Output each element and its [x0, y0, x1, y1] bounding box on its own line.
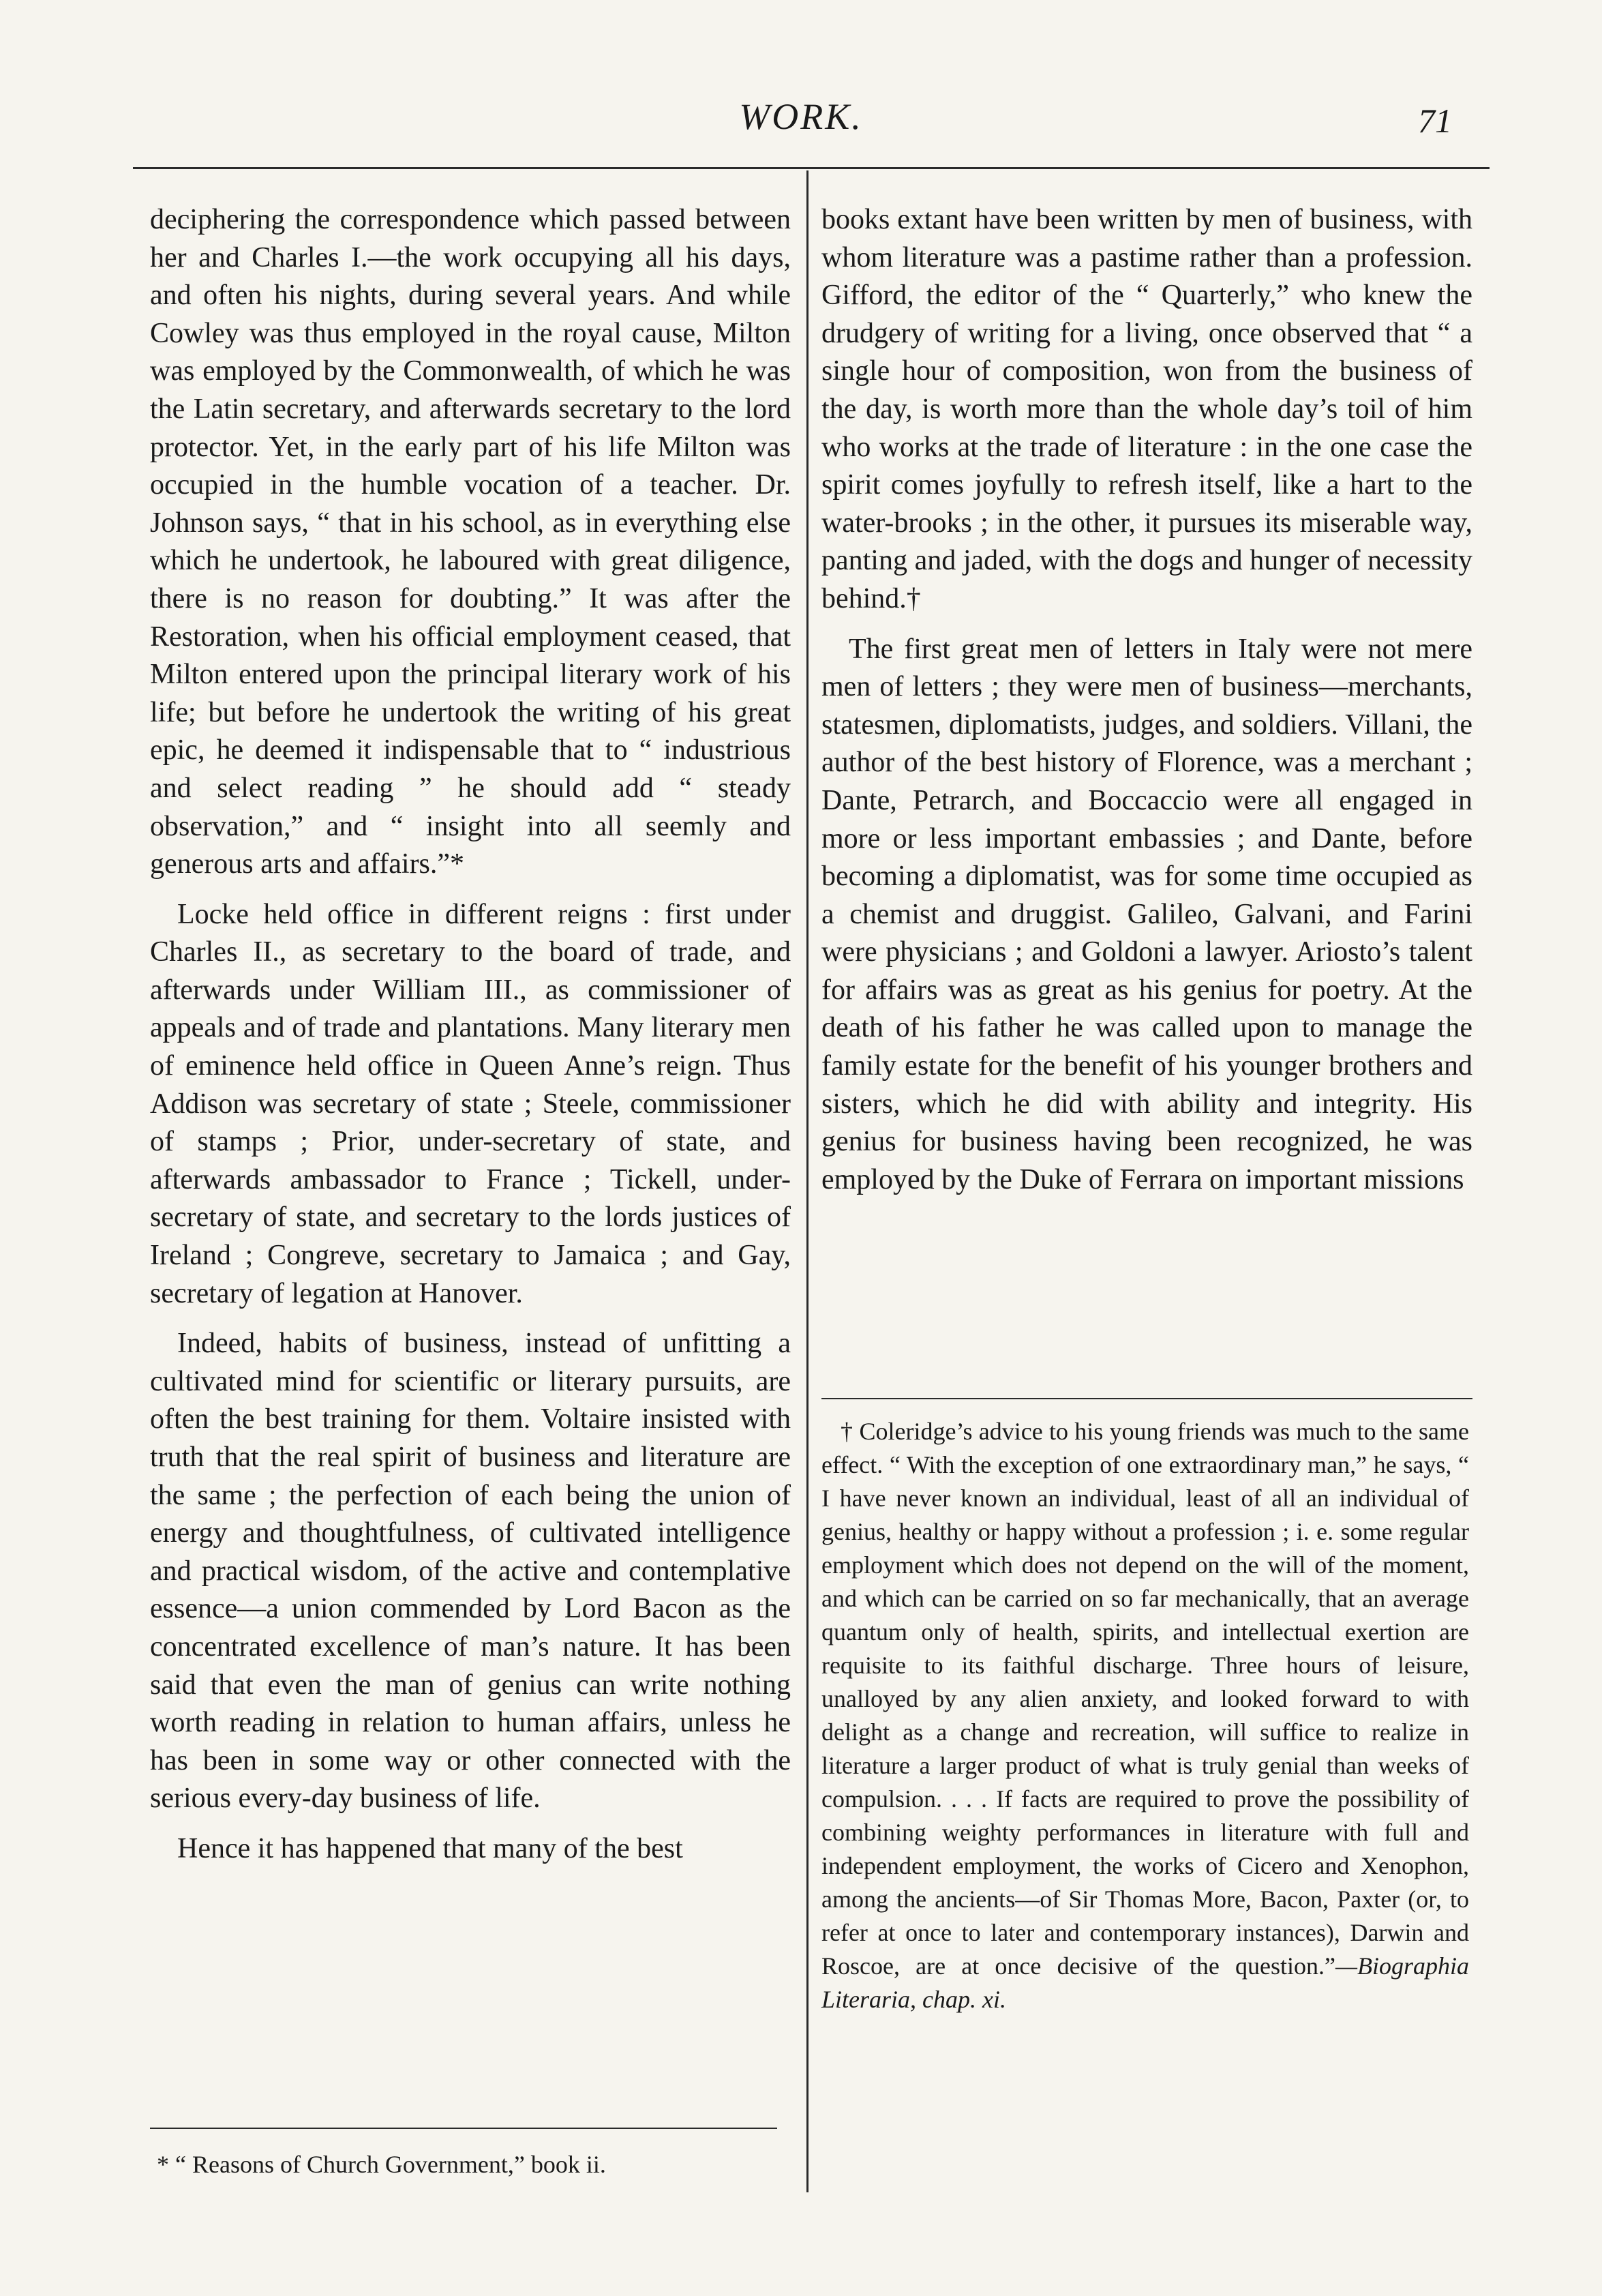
paragraph: books extant have been written by men of business, with whom literature was a pastime rather than a profession. Gifford, the editor of the “ Quarterly,” who knew the drudgery of writing for a living, once observed that “ a single hour of composition, won from the business of the day, is worth more than the whole day’s toil of him who works at the trade of literature : in the one case the spirit comes joyfully to refresh itself, like a hart to the water-brooks ; in the other, it pursues its miserable way, panting and jaded, with the dogs and hunger of necessity behind.†: [821, 204, 1472, 614]
running-head: WORK.: [739, 96, 863, 137]
paragraph: Hence it has happened that many of the best: [177, 1832, 683, 1864]
paragraph: The first great men of letters in Italy were not mere men of letters ; they were men of business—merchants, statesmen, diplomatists, judges, and soldiers. Villani, the author of the best history of Florence, was a merchant ; Dante, Petrarch, and Boccaccio were all engaged in more or less important embassies ; and Dante, before becoming a diplomatist, was for some time occupied as a chemist and druggist. Galileo, Galvani, and Farini were physicians ; and Goldoni a lawyer. Ariosto’s talent for affairs was as great as his genius for poetry. At the death of his father he was called upon to manage the family estate for the benefit of his younger brothers and sisters, which he did with ability and integrity. His genius for business having been recognized, he was employed by the Duke of Ferrara on important missions: [821, 633, 1472, 1195]
footnote-left: * “ Reasons of Church Government,” book ii.: [157, 2151, 606, 2178]
footnote-rule: [150, 2128, 777, 2129]
page-number: 71: [1418, 102, 1452, 140]
paragraph: Locke held office in different reigns : first under Charles II., as secretary to the board of trade, and afterwards under William III., as commissioner of appeals and of trade and plantations. Many literary men of eminence held office in Queen Anne’s reign. Thus Addison was secretary of state ; Steele, commissioner of stamps ; Prior, under-secretary of state, and afterwards ambassador to France ; Tickell, under-secretary of state, and secretary to the lords justices of Ireland ; Congreve, secretary to Jamaica ; and Gay, secretary of legation at Hanover.: [150, 898, 791, 1309]
column-divider: [806, 170, 808, 2192]
paragraph: deciphering the correspondence which passed between her and Charles I.—the work occupying all his days, and often his nights, during several years. And while Cowley was thus employed in the royal cause, Milton was employed by the Commonwealth, of which he was the Latin secretary, and afterwards secretary to the lord protector. Yet, in the early part of his life Milton was occupied in the humble vocation of a teacher. Dr. Johnson says, “ that in his school, as in everything else which he undertook, he laboured with great diligence, there is no reason for doubting.” It was after the Restoration, when his official employment ceased, that Milton entered upon the principal literary work of his life; but before he undertook the writing of his great epic, he deemed it indispensable that to “ industrious and select reading ” he should add “ steady observation,” and “ insight into all seemly and generous arts and affairs.”*: [150, 204, 791, 880]
footnote-text: † Coleridge’s advice to his young friends was much to the same effect. “ With the exception of one extraordinary man,” he says, “ I have never known an individual, least of all an individual of genius, healthy or happy without a profession ; i. e. some regular employment which does not depend on the will of the moment, and which can be carried on so far mechanically, that an average quantum only of health, spirits, and intellectual exertion are requisite to its faithful discharge. Three hours of leisure, unalloyed by any alien anxiety, and looked forward to with delight as a change and recreation, will suffice to realize in literature a larger product of what is truly genial than weeks of compulsion. . . . If facts are required to prove the possibility of combining weighty performances in literature with full and independent employment, the works of Cicero and Xenophon, among the ancients—of Sir Thomas More, Bacon, Paxter (or, to refer at once to later and contemporary instances), Darwin and Roscoe, are at once decisive of the question.”: [821, 1418, 1469, 1980]
header-rule: [133, 167, 1490, 169]
right-column: [821, 201, 1472, 1199]
paragraph: Indeed, habits of business, instead of unfitting a cultivated mind for scientific or literary pursuits, are often the best training for them. Voltaire insisted with truth that the real spirit of business and literature are the same ; the perfection of each being the union of energy and thoughtfulness, of cultivated intelligence and practical wisdom, of the active and contemplative essence—a union commended by Lord Bacon as the concentrated excellence of man’s nature. It has been said that even the man of genius can write nothing worth reading in relation to human affairs, unless he has been in some way or other connected with the serious every-day business of life.: [150, 1328, 791, 1815]
footnote-rule: [821, 1398, 1472, 1399]
footnote-source: —Biographia Literaria, chap. xi.: [821, 1952, 1469, 2013]
left-column: [150, 201, 791, 1868]
footnote-right: [821, 1415, 1469, 2016]
